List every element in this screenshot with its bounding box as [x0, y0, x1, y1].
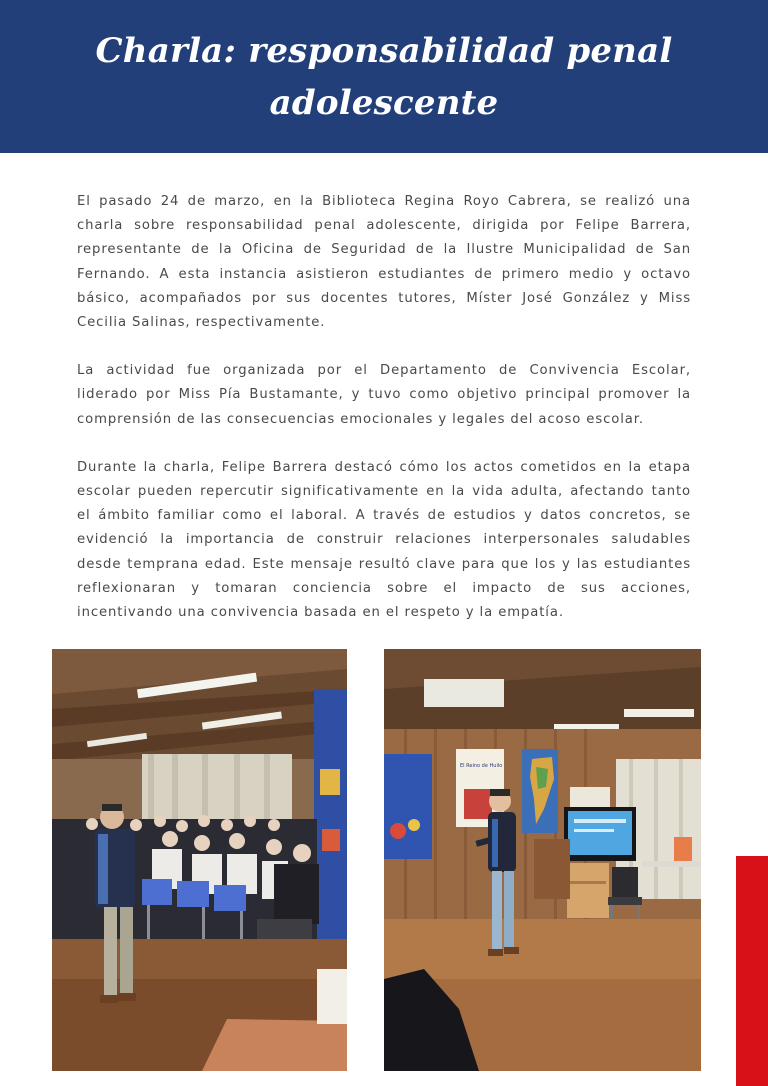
article-paragraph-1: El pasado 24 de marzo, en la Biblioteca Regina Royo Cabrera, se realizó una charla sobre responsabilidad penal adolescente, dirigida por Felipe Barrera, representante de la Oficina de Seguridad de la Ilustre Municipalidad de San Fernando. A esta instancia asistieron estudiantes de primero medio y octavo básico, acompañados por sus docentes tutores, Míster José González y Miss Cecilia Salinas, respectivamente. [77, 194, 691, 331]
poster-text: El Reino de Huilo [460, 763, 503, 769]
article-paragraph-2: La actividad fue organizada por el Departamento de Convivencia Escolar, liderado por Miss Pía Bustamante, y tuvo como objetivo principal promover la comprensión de las consecuencias emocionales y legales del acoso escolar. [77, 363, 691, 427]
title-banner [0, 0, 768, 153]
article-body [77, 190, 691, 649]
page-title-line-1: Charla: responsabilidad penal [95, 30, 673, 71]
page-title-line-2: adolescente [269, 82, 499, 123]
event-photo-speaker [384, 649, 701, 1071]
event-photo-audience [52, 649, 347, 1071]
article-paragraph-3: Durante la charla, Felipe Barrera destacó cómo los actos cometidos en la etapa escolar pueden repercutir significativamente en la vida adulta, afectando tanto el ámbito familiar como el laboral. A través de estudios y datos concretos, se evidenció la importancia de construir relaciones interpersonales saludables desde temprana edad. Este mensaje resultó clave para que los y las estudiantes reflexionaran y tomaran conciencia sobre el impacto de sus acciones, incentivando una convivencia basada en el respeto y la empatía. [77, 459, 691, 621]
decorative-red-bar [736, 856, 768, 1086]
